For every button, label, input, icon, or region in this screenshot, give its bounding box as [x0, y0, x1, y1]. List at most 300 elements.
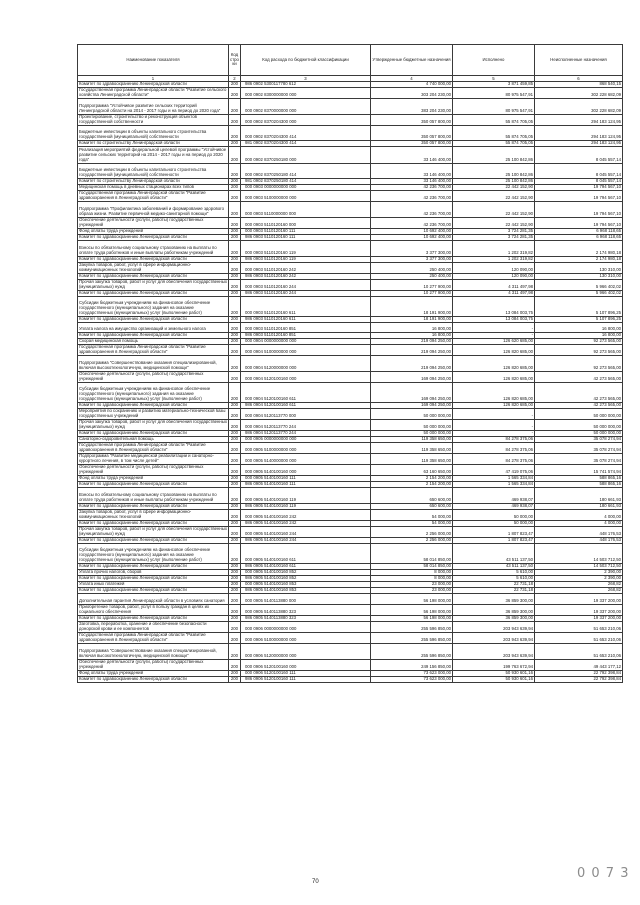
row-budget-code: 000 0905 5140100160 852: [241, 570, 371, 576]
row-budget-code: 000 0905 5140100160 853: [241, 582, 371, 588]
row-executed: 36 859 300,00: [453, 616, 535, 622]
row-approved: 2 256 000,00: [371, 527, 453, 538]
row-approved: 10 692 400,00: [371, 235, 453, 241]
header-line-code: Код стро ки: [229, 45, 241, 76]
row-unexecuted: 5 107 896,25: [535, 317, 623, 323]
row-name: Фонд оплаты труда учреждений: [78, 671, 229, 677]
row-executed: 22 442 152,90: [453, 202, 535, 218]
row-executed: 1 565 334,84: [453, 482, 535, 488]
row-budget-code: 986 0905 5140100160 242: [241, 521, 371, 527]
column-number: 1: [78, 76, 229, 82]
row-budget-code: 000 0903 5110000000 000: [241, 202, 371, 218]
row-approved: 73 623 000,00: [371, 671, 453, 677]
table-row: [78, 660, 623, 671]
row-line-code: 200: [229, 372, 241, 383]
row-executed: -: [453, 323, 535, 333]
table-row: [78, 488, 623, 504]
table-row: [78, 147, 623, 164]
row-executed: -: [453, 420, 535, 431]
row-line-code: 200: [229, 633, 241, 644]
row-executed: 5 610,00: [453, 570, 535, 576]
row-unexecuted: 5 107 896,25: [535, 297, 623, 317]
row-budget-code: 000 0905 5140100160 111: [241, 476, 371, 482]
row-approved: 33 146 400,00: [371, 164, 453, 179]
row-name: Медицинская помощь в дневных стационарах всех типов: [78, 185, 229, 191]
row-line-code: 200: [229, 465, 241, 476]
row-approved: 23 000,00: [371, 588, 453, 594]
row-approved: 350 057 800,00: [371, 141, 453, 147]
row-approved: 119 358 650,00: [371, 454, 453, 465]
row-name: Комитет по здравоохранению Ленинградской области: [78, 431, 229, 437]
row-approved: 2 256 000,00: [371, 538, 453, 544]
row-executed: 126 820 685,00: [453, 403, 535, 409]
row-name: Комитет по здравоохранению Ленинградской области: [78, 588, 229, 594]
row-unexecuted: 5 966 402,02: [535, 291, 623, 297]
row-line-code: 200: [229, 538, 241, 544]
row-unexecuted: 42 273 565,00: [535, 372, 623, 383]
row-budget-code: 000 0906 5120100160 000: [241, 660, 371, 671]
row-name: Обеспечение деятельности (услуги, работы) государственных учреждений: [78, 218, 229, 229]
row-executed: 126 820 685,00: [453, 372, 535, 383]
row-line-code: 200: [229, 582, 241, 588]
table-row: [78, 241, 623, 257]
row-budget-code: 000 0904 5120000000 000: [241, 356, 371, 372]
row-line-code: 200: [229, 454, 241, 465]
table-row: [78, 454, 623, 465]
row-budget-code: 000 0906 5120100160 111: [241, 671, 371, 677]
table-body: [78, 82, 623, 683]
row-line-code: 200: [229, 588, 241, 594]
row-budget-code: 000 0902 8370250180 414: [241, 164, 371, 179]
row-unexecuted: 14 503 712,50: [535, 564, 623, 570]
row-approved: 16 800,00: [371, 333, 453, 339]
row-line-code: 200: [229, 229, 241, 235]
table-row: [78, 323, 623, 333]
row-name: Фонд оплаты труда учреждений: [78, 229, 229, 235]
row-line-code: 200: [229, 443, 241, 454]
row-budget-code: 986 0903 5110120160 851: [241, 333, 371, 339]
row-name: Подпрограмма "Совершенствование оказания специализированной, включая высокотехнологичную, медицинской помощи": [78, 356, 229, 372]
row-name: Комитет по здравоохранению Ленинградской области: [78, 257, 229, 263]
table-row: [78, 126, 623, 141]
row-unexecuted: 50 000 000,00: [535, 431, 623, 437]
row-approved: 10 277 900,00: [371, 291, 453, 297]
row-budget-code: 986 0905 5140100160 853: [241, 588, 371, 594]
row-name: Прочая закупка товаров, работ и услуг для обеспечения государственных (муниципальных) нужд: [79, 526, 227, 537]
row-budget-code: 986 0905 5140100160 244: [241, 538, 371, 544]
row-name: Бюджетные инвестиции в объекты капитального строительства государственной (муниципальной) собственности: [78, 164, 229, 179]
row-unexecuted: 5 966 402,02: [535, 280, 623, 291]
row-name: Санаторно-оздоровительная помощь: [78, 437, 229, 443]
row-budget-code: 000 0903 5110120160 119: [241, 241, 371, 257]
row-approved: 169 094 250,00: [371, 403, 453, 409]
row-approved: 54 000,00: [371, 521, 453, 527]
row-executed: 469 938,07: [453, 488, 535, 504]
table-row: [78, 510, 623, 521]
row-budget-code: 986 0903 5110120160 611: [241, 317, 371, 323]
row-executed: 126 820 685,00: [453, 356, 535, 372]
row-line-code: 200: [229, 218, 241, 229]
row-line-code: 200: [229, 202, 241, 218]
row-budget-code: 000 0905 5140113880 323: [241, 605, 371, 616]
row-budget-code: 986 0903 5110120160 119: [241, 257, 371, 263]
column-number: 5: [453, 76, 535, 82]
table-row: [78, 622, 623, 633]
row-executed: 126 620 685,00: [453, 339, 535, 345]
table-row: [78, 443, 623, 454]
row-approved: 255 596 850,00: [371, 622, 453, 633]
row-unexecuted: 16 800,00: [535, 323, 623, 333]
row-approved: 42 236 700,00: [371, 191, 453, 202]
row-name: Скорая медицинская помощь: [78, 339, 229, 345]
row-name: Комитет по здравоохранению Ленинградской области: [78, 538, 229, 544]
row-unexecuted: 22 792 398,84: [535, 677, 623, 683]
header-budget-code: Код расхода по бюджетной классификации: [241, 45, 371, 76]
row-unexecuted: 22 792 398,84: [535, 671, 623, 677]
row-unexecuted: 868 540,15: [535, 82, 623, 88]
row-unexecuted: 35 078 274,94: [535, 454, 623, 465]
row-budget-code: 000 0902 8370204300 000: [241, 115, 371, 126]
row-approved: 8 000,00: [371, 576, 453, 582]
row-unexecuted: 180 661,93: [535, 488, 623, 504]
row-budget-code: 000 0904 5120113770 000: [241, 409, 371, 420]
row-line-code: 200: [229, 147, 241, 164]
row-executed: 120 090,00: [453, 274, 535, 280]
row-executed: 22 731,18: [453, 582, 535, 588]
table-row: [78, 218, 623, 229]
row-name: Подпрограмма "Устойчивое развитие сельских территорий Ленинградской области на 2014 - 2017 годы и на период до 2020 года": [78, 99, 229, 115]
row-executed: 4 311 497,98: [453, 280, 535, 291]
row-approved: 119 358 650,00: [371, 437, 453, 443]
row-name: Комитет по здравоохранению Ленинградской области: [78, 677, 229, 683]
row-executed: 25 100 842,86: [453, 164, 535, 179]
row-unexecuted: 448 176,53: [535, 527, 623, 538]
row-budget-code: 986 0904 5120100160 611: [241, 403, 371, 409]
row-executed: 50 930 601,16: [453, 677, 535, 683]
row-approved: 23 000,00: [371, 582, 453, 588]
budget-execution-table: [77, 44, 623, 683]
row-unexecuted: 50 000 000,00: [535, 420, 623, 431]
row-approved: 73 623 000,00: [371, 677, 453, 683]
row-name: Государственная программа Ленинградской области "Развитие сельского хозяйства Ленинградской области": [78, 88, 229, 99]
row-line-code: 200: [229, 82, 241, 88]
row-approved: 219 094 250,00: [371, 339, 453, 345]
row-budget-code: 000 0905 5140113880 000: [241, 594, 371, 605]
row-budget-code: 000 0903 5110120160 611: [241, 297, 371, 317]
row-unexecuted: 35 078 274,94: [535, 443, 623, 454]
row-unexecuted: 4 000,00: [535, 521, 623, 527]
row-approved: 16 800,00: [371, 323, 453, 333]
row-approved: 58 014 850,00: [371, 564, 453, 570]
archive-stamp-number: 0 0 7 3: [577, 866, 630, 881]
row-budget-code: 000 0905 5140100160 000: [241, 465, 371, 476]
row-unexecuted: 51 653 210,06: [535, 633, 623, 644]
row-line-code: 200: [229, 660, 241, 671]
row-line-code: 200: [229, 339, 241, 345]
row-executed: 1 807 823,47: [453, 538, 535, 544]
row-executed: 80 975 547,91: [453, 88, 535, 99]
row-name: Бюджетные инвестиции в объекты капитального строительства государственной (муниципальной) собственности: [78, 126, 229, 141]
column-number: 6: [535, 76, 623, 82]
row-executed: 55 874 705,05: [453, 126, 535, 141]
row-approved: 169 094 250,00: [371, 372, 453, 383]
row-line-code: 200: [229, 185, 241, 191]
row-executed: 50 000,00: [453, 510, 535, 521]
row-line-code: 200: [229, 291, 241, 297]
row-unexecuted: 8 045 557,14: [535, 147, 623, 164]
row-executed: 80 975 547,91: [453, 99, 535, 115]
table-row: [78, 164, 623, 179]
row-approved: 18 191 900,00: [371, 297, 453, 317]
row-line-code: 200: [229, 521, 241, 527]
row-name: Государственная программа Ленинградской области "Развитие здравоохранения в Ленинградской области": [78, 345, 229, 356]
row-approved: 18 191 900,00: [371, 317, 453, 323]
row-name: Дополнительная гарантия Ленинградской области в условиях санатория: [78, 594, 229, 605]
table-row: [78, 605, 623, 616]
row-budget-code: 981 0902 8370204300 414: [241, 141, 371, 147]
row-name: Комитет по здравоохранению Ленинградской области: [78, 317, 229, 323]
row-approved: 3 377 300,00: [371, 257, 453, 263]
table-row: [78, 356, 623, 372]
table-row: [78, 297, 623, 317]
row-name: Уплата налога на имущество организаций и земельного налога: [78, 323, 229, 333]
row-executed: 55 874 705,05: [453, 141, 535, 147]
row-name: Субсидии бюджетным учреждениям на финансовое обеспечение государственного (муниципального) задания на оказание государственных (муниципальных) услуг (выполнение работ): [78, 297, 229, 317]
row-executed: 43 511 137,50: [453, 564, 535, 570]
row-approved: 4 740 000,00: [371, 82, 453, 88]
row-unexecuted: 588 865,16: [535, 482, 623, 488]
row-approved: 650 600,00: [371, 488, 453, 504]
row-executed: 1 202 319,82: [453, 257, 535, 263]
row-unexecuted: 15 741 574,94: [535, 465, 623, 476]
row-executed: 25 100 842,86: [453, 179, 535, 185]
table-row: [78, 633, 623, 644]
row-unexecuted: 49 443 177,12: [535, 660, 623, 671]
row-approved: 650 600,00: [371, 504, 453, 510]
column-number: 4: [371, 76, 453, 82]
row-name: Комитет по здравоохранению Ленинградской области: [78, 235, 229, 241]
row-budget-code: 986 0905 5140113880 323: [241, 616, 371, 622]
row-budget-code: 000 0902 8370000000 000: [241, 99, 371, 115]
row-unexecuted: 6 968 118,65: [535, 229, 623, 235]
row-line-code: 200: [229, 437, 241, 443]
row-name: Уплата иных платежей: [78, 582, 229, 588]
row-approved: 350 057 800,00: [371, 126, 453, 141]
row-budget-code: 000 0904 5120100160 611: [241, 383, 371, 403]
row-line-code: 200: [229, 605, 241, 616]
row-unexecuted: 92 273 565,00: [535, 345, 623, 356]
row-budget-code: 000 0904 5100000000 000: [241, 345, 371, 356]
row-executed: 22 731,18: [453, 588, 535, 594]
table-row: [78, 372, 623, 383]
row-name: Комитет по здравоохранению Ленинградской области: [78, 82, 229, 88]
row-line-code: 200: [229, 323, 241, 333]
row-budget-code: 000 0902 8370250180 000: [241, 147, 371, 164]
row-name: Закупка товаров, работ, услуг в сфере информационно-коммуникационных технологий: [78, 263, 229, 274]
row-unexecuted: 19 794 567,10: [535, 191, 623, 202]
table-row: [78, 99, 623, 115]
row-unexecuted: 4 000,00: [535, 510, 623, 521]
row-line-code: 200: [229, 504, 241, 510]
row-line-code: 200: [229, 345, 241, 356]
row-name: Комитет по здравоохранению Ленинградской области: [78, 504, 229, 510]
row-line-code: 200: [229, 644, 241, 660]
row-line-code: 200: [229, 191, 241, 202]
table-row: [78, 465, 623, 476]
row-executed: 203 943 639,94: [453, 644, 535, 660]
row-name: Подпрограмма "Профилактика заболеваний и формирование здорового образа жизни. Развитие первичной медико-санитарной помощи": [78, 202, 229, 218]
row-line-code: 200: [229, 564, 241, 570]
table-row: [78, 115, 623, 126]
row-line-code: 200: [229, 409, 241, 420]
page-number: 70: [312, 879, 319, 885]
row-budget-code: 000 0902 8300000000 000: [241, 88, 371, 99]
row-name: Комитет по строительству Ленинградской области: [78, 141, 229, 147]
row-unexecuted: 8 045 557,14: [535, 179, 623, 185]
row-unexecuted: 268,82: [535, 582, 623, 588]
table-row: [78, 527, 623, 538]
row-budget-code: 986 0903 5110120160 244: [241, 291, 371, 297]
row-unexecuted: 14 503 712,50: [535, 544, 623, 564]
row-line-code: 200: [229, 488, 241, 504]
row-name: Обеспечение деятельности (услуги, работы) государственных учреждений: [78, 465, 229, 476]
row-line-code: 200: [229, 431, 241, 437]
row-unexecuted: 19 337 200,00: [535, 594, 623, 605]
row-approved: 8 000,00: [371, 570, 453, 576]
row-budget-code: 000 0905 5140000000 000: [241, 454, 371, 465]
row-approved: 250 400,00: [371, 263, 453, 274]
row-line-code: 200: [229, 356, 241, 372]
row-budget-code: 986 0903 5110120160 111: [241, 235, 371, 241]
row-unexecuted: 2 174 980,18: [535, 257, 623, 263]
row-budget-code: 986 0904 5120113770 244: [241, 431, 371, 437]
row-executed: 55 874 705,05: [453, 115, 535, 126]
row-approved: 56 198 000,00: [371, 594, 453, 605]
column-number: 3: [241, 76, 371, 82]
row-unexecuted: 42 273 565,00: [535, 383, 623, 403]
row-unexecuted: 51 653 210,06: [535, 622, 623, 633]
row-approved: 56 198 000,00: [371, 605, 453, 616]
row-name: Комитет по здравоохранению Ленинградской области: [78, 482, 229, 488]
row-executed: 126 820 685,00: [453, 345, 535, 356]
row-executed: 1 565 334,84: [453, 476, 535, 482]
row-name: Субсидии бюджетным учреждениям на финансовое обеспечение государственного (муниципального) задания на оказание государственных (муниципальных) услуг (выполнение работ): [78, 544, 229, 564]
row-name: Уплата прочих налогов, сборов: [78, 570, 229, 576]
row-line-code: 200: [229, 482, 241, 488]
table-row: [78, 345, 623, 356]
row-approved: 33 146 400,00: [371, 147, 453, 164]
row-approved: 50 000 000,00: [371, 409, 453, 420]
row-executed: 120 090,00: [453, 263, 535, 274]
row-line-code: 200: [229, 126, 241, 141]
row-name: Комитет по здравоохранению Ленинградской области: [78, 291, 229, 297]
row-line-code: 200: [229, 280, 241, 291]
row-budget-code: 000 0903 5110120160 242: [241, 263, 371, 274]
row-approved: 3 377 300,00: [371, 241, 453, 257]
row-name: Фонд оплаты труда учреждений: [78, 476, 229, 482]
row-name: Подпрограмма "Совершенствование оказания специализированной, включая высокотехнологичную, медицинской помощи": [78, 644, 229, 660]
row-executed: 203 943 639,94: [453, 622, 535, 633]
row-unexecuted: 294 183 124,95: [535, 126, 623, 141]
row-executed: 13 084 003,75: [453, 297, 535, 317]
row-line-code: 200: [229, 241, 241, 257]
row-unexecuted: 448 176,53: [535, 538, 623, 544]
row-line-code: 200: [229, 576, 241, 582]
row-executed: 199 763 672,94: [453, 660, 535, 671]
row-unexecuted: 50 000 000,00: [535, 409, 623, 420]
row-budget-code: 000 0903 5110120160 000: [241, 218, 371, 229]
row-approved: 10 277 900,00: [371, 280, 453, 291]
row-name: Субсидии бюджетным учреждениям на финансовое обеспечение государственного (муниципального) задания на оказание государственных (муниципальных) услуг (выполнение работ): [78, 383, 229, 403]
row-unexecuted: 51 653 210,06: [535, 644, 623, 660]
row-line-code: 200: [229, 88, 241, 99]
row-unexecuted: 8 045 557,14: [535, 164, 623, 179]
row-name: Взносы по обязательному социальному страхованию на выплаты по оплате труда работников и иные выплаты работникам учреждений: [78, 241, 229, 257]
row-budget-code: 986 0905 5140100160 611: [241, 564, 371, 570]
row-unexecuted: 294 183 124,95: [535, 115, 623, 126]
row-budget-code: 000 0903 0000000000 000: [241, 185, 371, 191]
row-line-code: 200: [229, 333, 241, 339]
header-name: Наименование показателя: [78, 45, 229, 76]
row-name: Государственная программа Ленинградской области "Развитие здравоохранения в Ленинградской области": [78, 191, 229, 202]
row-unexecuted: 302 228 682,09: [535, 88, 623, 99]
row-line-code: 200: [229, 274, 241, 280]
row-name: Прочая закупка товаров, работ и услуг для обеспечения государственных (муниципальных) нужд: [79, 419, 227, 430]
row-budget-code: 000 0903 5110120160 244: [241, 280, 371, 291]
row-budget-code: 000 0904 5120113770 244: [241, 420, 371, 431]
row-budget-code: 000 0906 0000000000 000: [241, 622, 371, 633]
row-approved: 42 236 700,00: [371, 202, 453, 218]
row-unexecuted: 42 273 565,00: [535, 403, 623, 409]
row-name: Прочая закупка товаров, работ и услуг для обеспечения государственных (муниципальных) нужд: [79, 279, 227, 290]
row-line-code: 200: [229, 403, 241, 409]
header-approved: Утвержденные бюджетные назначения: [371, 45, 453, 76]
row-line-code: 200: [229, 594, 241, 605]
row-unexecuted: 19 337 200,00: [535, 605, 623, 616]
row-budget-code: 000 0905 5100000000 000: [241, 443, 371, 454]
row-approved: 303 204 230,00: [371, 88, 453, 99]
row-approved: 219 094 250,00: [371, 345, 453, 356]
row-executed: 36 859 300,00: [453, 605, 535, 616]
row-name: Комитет по здравоохранению Ленинградской области: [78, 521, 229, 527]
row-unexecuted: 2 390,00: [535, 576, 623, 582]
table-row: [78, 409, 623, 420]
row-approved: 50 000 000,00: [371, 431, 453, 437]
row-line-code: 200: [229, 420, 241, 431]
row-budget-code: 986 0905 5140100160 119: [241, 504, 371, 510]
row-executed: 84 278 375,06: [453, 437, 535, 443]
row-line-code: 200: [229, 510, 241, 521]
row-budget-code: 000 0906 5100000000 000: [241, 633, 371, 644]
row-unexecuted: 294 183 124,95: [535, 141, 623, 147]
row-unexecuted: 92 273 565,00: [535, 339, 623, 345]
row-line-code: 200: [229, 257, 241, 263]
row-executed: 3 724 281,35: [453, 235, 535, 241]
row-budget-code: 000 0903 5110120160 851: [241, 323, 371, 333]
row-name: Мероприятия по сохранению и развитию материально-технической базы государственных учреждений: [78, 409, 229, 420]
row-line-code: 200: [229, 164, 241, 179]
row-unexecuted: 268,82: [535, 588, 623, 594]
row-executed: 84 278 375,06: [453, 454, 535, 465]
row-budget-code: 000 0904 5120100160 000: [241, 372, 371, 383]
row-name: Комитет по здравоохранению Ленинградской области: [78, 564, 229, 570]
row-line-code: 200: [229, 383, 241, 403]
row-budget-code: 986 0903 5110120160 242: [241, 274, 371, 280]
row-name: Комитет по строительству Ленинградской области: [78, 179, 229, 185]
row-line-code: 200: [229, 622, 241, 633]
row-line-code: 200: [229, 544, 241, 564]
table-row: [78, 383, 623, 403]
